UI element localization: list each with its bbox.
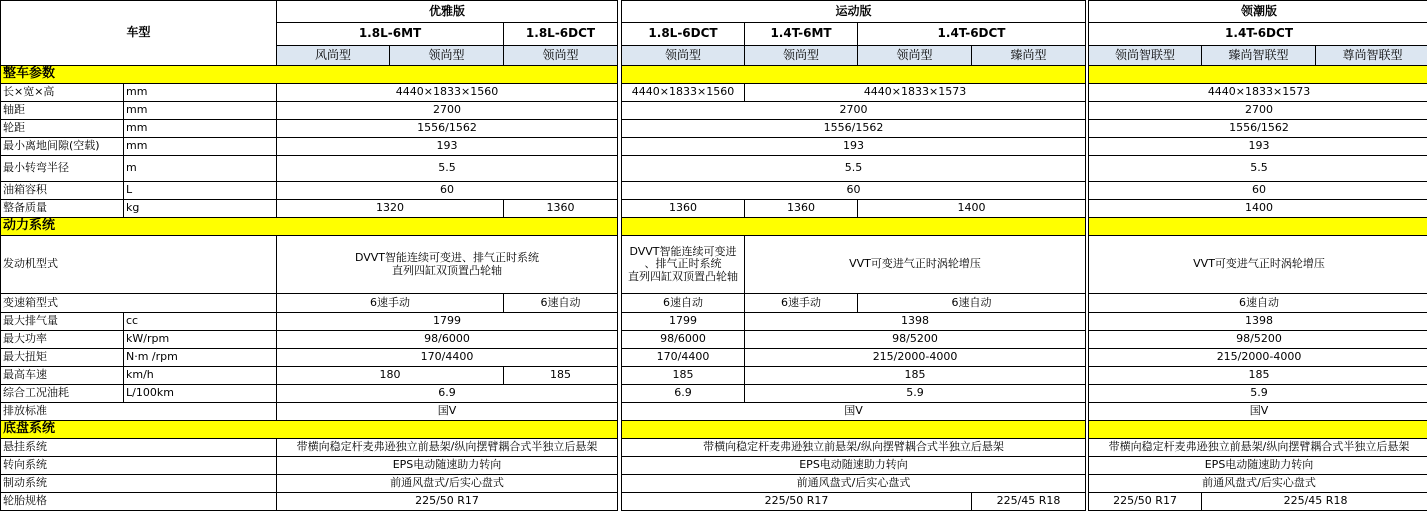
cell-value: 6.9 bbox=[622, 385, 745, 403]
cell-value: EPS电动随速助力转向 bbox=[277, 457, 618, 475]
cell-value: 225/50 R17 bbox=[277, 493, 618, 511]
cell-value bbox=[622, 236, 745, 294]
spec-row bbox=[1, 457, 1427, 475]
spec-row bbox=[1, 475, 1427, 493]
row-label: 长×宽×高 bbox=[1, 84, 124, 102]
cell-value: 6速自动 bbox=[622, 294, 745, 313]
section-row bbox=[1, 66, 1427, 84]
row-label: 最大功率 bbox=[1, 331, 124, 349]
cell-value: 185 bbox=[622, 367, 745, 385]
row-label: 最小转弯半径 bbox=[1, 156, 124, 182]
cell-value: 215/2000-4000 bbox=[1089, 349, 1427, 367]
cell-value: 6速自动 bbox=[504, 294, 618, 313]
cell-value: 6速手动 bbox=[277, 294, 504, 313]
row-unit: mm bbox=[124, 102, 277, 120]
section-title-chassis: 底盘系统 bbox=[1, 421, 618, 439]
row-label: 油箱容积 bbox=[1, 182, 124, 200]
trim-header: 尊尚智联型 bbox=[1316, 46, 1427, 66]
cell-value: 1360 bbox=[622, 200, 745, 218]
engine-header: 1.4T-6MT bbox=[745, 23, 858, 46]
cell-value: 带横向稳定杆麦弗逊独立前悬架/纵向摆臂耦合式半独立后悬架 bbox=[622, 439, 1086, 457]
engine-header: 1.8L-6MT bbox=[277, 23, 504, 46]
cell-value: 185 bbox=[745, 367, 1086, 385]
row-label: 整备质量 bbox=[1, 200, 124, 218]
spec-row bbox=[1, 138, 1427, 156]
cell-value: 5.9 bbox=[1089, 385, 1427, 403]
cell-value: 5.5 bbox=[622, 156, 1086, 182]
section-title-vehicle: 整车参数 bbox=[1, 66, 618, 84]
row-unit: L bbox=[124, 182, 277, 200]
cell-value: 国V bbox=[1089, 403, 1427, 421]
spec-row bbox=[1, 182, 1427, 200]
row-unit: N·m /rpm bbox=[124, 349, 277, 367]
row-unit: cc bbox=[124, 313, 277, 331]
cell-value: 5.5 bbox=[1089, 156, 1427, 182]
cell-value: 1400 bbox=[858, 200, 1086, 218]
engine-header: 1.4T-6DCT bbox=[1089, 23, 1427, 46]
spec-row bbox=[1, 294, 1427, 313]
row-unit: mm bbox=[124, 138, 277, 156]
cell-value: 185 bbox=[504, 367, 618, 385]
cell-value: 2700 bbox=[1089, 102, 1427, 120]
cell-value: 前通风盘式/后实心盘式 bbox=[622, 475, 1086, 493]
row-label: 制动系统 bbox=[1, 475, 277, 493]
cell-value: VVT可变进气正时涡轮增压 bbox=[745, 236, 1086, 294]
cell-value: 前通风盘式/后实心盘式 bbox=[1089, 475, 1427, 493]
cell-value: 1556/1562 bbox=[277, 120, 618, 138]
cell-value: 170/4400 bbox=[277, 349, 618, 367]
spec-row bbox=[1, 439, 1427, 457]
cell-value: 1398 bbox=[745, 313, 1086, 331]
cell-value: 1320 bbox=[277, 200, 504, 218]
row-label: 最大扭矩 bbox=[1, 349, 124, 367]
cell-value: 225/50 R17 bbox=[1089, 493, 1202, 511]
row-label: 转向系统 bbox=[1, 457, 277, 475]
cell-value: 国V bbox=[622, 403, 1086, 421]
row-label: 变速箱型式 bbox=[1, 294, 277, 313]
cell-value: 185 bbox=[1089, 367, 1427, 385]
cell-value: 带横向稳定杆麦弗逊独立前悬架/纵向摆臂耦合式半独立后悬架 bbox=[277, 439, 618, 457]
trim-header: 风尚型 bbox=[277, 46, 390, 66]
cell-value: 前通风盘式/后实心盘式 bbox=[277, 475, 618, 493]
row-label: 发动机型式 bbox=[1, 236, 277, 294]
cell-value: 225/50 R17 bbox=[622, 493, 972, 511]
cell-value: 1360 bbox=[745, 200, 858, 218]
cell-value: 98/5200 bbox=[745, 331, 1086, 349]
spec-row bbox=[1, 102, 1427, 120]
spec-row bbox=[1, 200, 1427, 218]
cell-value: 国V bbox=[277, 403, 618, 421]
trim-header: 臻尚型 bbox=[972, 46, 1086, 66]
trim-header: 领尚型 bbox=[745, 46, 858, 66]
cell-value: 6速自动 bbox=[858, 294, 1086, 313]
row-unit: m bbox=[124, 156, 277, 182]
row-unit: kW/rpm bbox=[124, 331, 277, 349]
cell-value: 60 bbox=[277, 182, 618, 200]
row-unit: mm bbox=[124, 84, 277, 102]
cell-value: 5.9 bbox=[745, 385, 1086, 403]
trim-header: 领尚型 bbox=[622, 46, 745, 66]
trim-header: 领尚型 bbox=[858, 46, 972, 66]
cell-value: 2700 bbox=[277, 102, 618, 120]
row-label: 排放标准 bbox=[1, 403, 277, 421]
section-row bbox=[1, 421, 1427, 439]
cell-value: 225/45 R18 bbox=[1202, 493, 1427, 511]
row-unit: kg bbox=[124, 200, 277, 218]
cell-value: 60 bbox=[1089, 182, 1427, 200]
cell-value: 193 bbox=[277, 138, 618, 156]
cell-value: 98/6000 bbox=[277, 331, 618, 349]
section-row bbox=[1, 218, 1427, 236]
cell-value: 1556/1562 bbox=[622, 120, 1086, 138]
row-label: 悬挂系统 bbox=[1, 439, 277, 457]
cell-value: 1400 bbox=[1089, 200, 1427, 218]
spec-row bbox=[1, 349, 1427, 367]
engine-line: DVVT智能连续可变进 bbox=[629, 244, 737, 258]
row-label: 最小离地间隙(空载) bbox=[1, 138, 124, 156]
cell-value: 60 bbox=[622, 182, 1086, 200]
spec-row bbox=[1, 120, 1427, 138]
section-title-power: 动力系统 bbox=[1, 218, 618, 236]
cell-value: 5.5 bbox=[277, 156, 618, 182]
engine-line: 直列四缸双顶置凸轮轴 bbox=[628, 269, 739, 283]
row-label: 最高车速 bbox=[1, 367, 124, 385]
row-unit: km/h bbox=[124, 367, 277, 385]
spec-row bbox=[1, 236, 1427, 294]
group-sport: 运动版 bbox=[622, 1, 1086, 23]
row-unit: mm bbox=[124, 120, 277, 138]
cell-value: 170/4400 bbox=[622, 349, 745, 367]
trim-header: 领尚智联型 bbox=[1089, 46, 1202, 66]
cell-value: 1360 bbox=[504, 200, 618, 218]
trim-header: 领尚型 bbox=[504, 46, 618, 66]
cell-value: 98/5200 bbox=[1089, 331, 1427, 349]
group-elegant: 优雅版 bbox=[277, 1, 618, 23]
engine-line: DVVT智能连续可变进、排气正时系统 bbox=[354, 250, 540, 264]
spec-row bbox=[1, 156, 1427, 182]
cell-value: 1556/1562 bbox=[1089, 120, 1427, 138]
cell-value: 6.9 bbox=[277, 385, 618, 403]
cell-value: EPS电动随速助力转向 bbox=[1089, 457, 1427, 475]
spec-row bbox=[1, 367, 1427, 385]
spec-row bbox=[1, 84, 1427, 102]
cell-value: 193 bbox=[1089, 138, 1427, 156]
spec-row bbox=[1, 331, 1427, 349]
header-row-groups bbox=[1, 1, 1427, 23]
cell-value: 193 bbox=[622, 138, 1086, 156]
engine-line: 、排气正时系统 bbox=[644, 257, 722, 271]
cell-value: 带横向稳定杆麦弗逊独立前悬架/纵向摆臂耦合式半独立后悬架 bbox=[1089, 439, 1427, 457]
row-label: 轮距 bbox=[1, 120, 124, 138]
cell-value: 6速手动 bbox=[745, 294, 858, 313]
engine-header: 1.8L-6DCT bbox=[504, 23, 618, 46]
row-label: 最大排气量 bbox=[1, 313, 124, 331]
cell-value: 180 bbox=[277, 367, 504, 385]
spec-row bbox=[1, 403, 1427, 421]
row-label: 综合工况油耗 bbox=[1, 385, 124, 403]
engine-line: 直列四缸双顶置凸轮轴 bbox=[392, 263, 503, 277]
cell-value: 215/2000-4000 bbox=[745, 349, 1086, 367]
group-trend: 领潮版 bbox=[1089, 1, 1427, 23]
cell-value: 6速自动 bbox=[1089, 294, 1427, 313]
cell-value: 4440×1833×1573 bbox=[745, 84, 1086, 102]
cell-value: 4440×1833×1560 bbox=[277, 84, 618, 102]
engine-header: 1.8L-6DCT bbox=[622, 23, 745, 46]
spec-row bbox=[1, 313, 1427, 331]
trim-header: 领尚型 bbox=[390, 46, 504, 66]
cell-value: VVT可变进气正时涡轮增压 bbox=[1089, 236, 1427, 294]
row-unit: L/100km bbox=[124, 385, 277, 403]
cell-value: 4440×1833×1560 bbox=[622, 84, 745, 102]
spec-row bbox=[1, 385, 1427, 403]
engine-header: 1.4T-6DCT bbox=[858, 23, 1086, 46]
spec-row bbox=[1, 493, 1427, 511]
row-label: 轴距 bbox=[1, 102, 124, 120]
cell-value: 1799 bbox=[277, 313, 618, 331]
cell-value: 1799 bbox=[622, 313, 745, 331]
cell-value: 1398 bbox=[1089, 313, 1427, 331]
cell-value: 98/6000 bbox=[622, 331, 745, 349]
model-label: 车型 bbox=[1, 1, 277, 66]
row-label: 轮胎规格 bbox=[1, 493, 277, 511]
cell-value: 225/45 R18 bbox=[972, 493, 1086, 511]
cell-value bbox=[277, 236, 618, 294]
cell-value: 4440×1833×1573 bbox=[1089, 84, 1427, 102]
cell-value: EPS电动随速助力转向 bbox=[622, 457, 1086, 475]
cell-value: 2700 bbox=[622, 102, 1086, 120]
trim-header: 臻尚智联型 bbox=[1202, 46, 1316, 66]
